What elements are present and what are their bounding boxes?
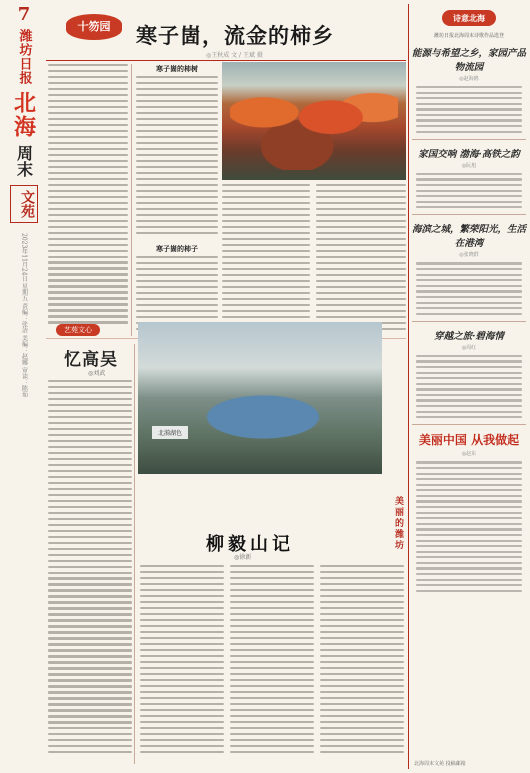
- poem4-title: 穿越之旅·碧海情: [434, 330, 504, 342]
- poem1-title: 能源与希望之乡，家园产品物流园: [412, 48, 527, 73]
- subhead-fruit: 寒子崮的柿子: [156, 244, 198, 253]
- main-headline: 寒子崮，流金的柿乡: [136, 23, 334, 48]
- poem2-body: [416, 173, 522, 209]
- article-body-col1: [48, 64, 128, 336]
- banner-divider: [46, 60, 406, 61]
- lake-photo: [138, 322, 382, 474]
- poetry-column: [412, 4, 526, 769]
- page-footer: 北海周末文苑 投稿邮箱: [414, 761, 466, 767]
- article-body-col4: [316, 184, 406, 336]
- poetry-tag: 诗意北海: [442, 10, 496, 26]
- top-banner: [46, 0, 404, 60]
- left-masthead-rail: [4, 4, 44, 769]
- issue-meta: 2023年11月24日 星期五 责编：张洁 美编：赵娜 审读：陈茹: [20, 233, 28, 398]
- poem2-author: ◎阮旭: [461, 162, 477, 169]
- reflect-author: ◎刘武: [88, 370, 106, 377]
- col-divider-2: [134, 344, 135, 764]
- liuyi-body-col3: [320, 565, 404, 763]
- persimmon-photo: [222, 62, 406, 180]
- poem4-body: [416, 355, 522, 419]
- poem5-author: ◎赵东: [461, 451, 477, 458]
- persimmon-trees: [230, 74, 398, 170]
- paper-name: 潍坊日报: [16, 29, 32, 85]
- poetry-header: [412, 4, 526, 30]
- page-number: 7: [17, 4, 31, 25]
- poem-divider: [412, 139, 526, 140]
- liuyi-body-col1: [140, 565, 224, 763]
- right-col-divider: [408, 4, 409, 769]
- poem5-title: 美丽中国 从我做起: [418, 433, 520, 448]
- poem3-body: [416, 262, 522, 314]
- poem2-title: 家国交响 渤海·高铁之韵: [418, 148, 520, 160]
- reflect-body-col1: [48, 380, 132, 762]
- vertical-heading: 美丽的潍坊: [393, 496, 403, 551]
- poem5-body: [416, 461, 522, 591]
- poem3-author: ◎张晓群: [459, 252, 479, 259]
- edition-title: 北海: [10, 91, 37, 139]
- reflect-title: 忆高吴: [64, 350, 118, 370]
- poem4-author: ◎周红: [461, 344, 477, 351]
- poem3-title: 海滨之城，繁荣阳光，生活在港湾: [412, 224, 527, 250]
- section-badge: 文苑: [10, 185, 38, 223]
- poem1-body: [416, 86, 522, 133]
- lake-caption: 北漪湖色: [152, 426, 188, 439]
- main-byline: ◎王秋成 文 / 王斌 摄: [206, 52, 263, 59]
- edition-week: 周末: [14, 145, 34, 177]
- col-divider-1: [131, 64, 132, 336]
- poem-divider: [412, 424, 526, 425]
- poetry-subtitle: 潍坊日报北海周末诗歌作品选登: [433, 33, 504, 39]
- reflect-section-tag: 艺苑文心: [56, 324, 100, 336]
- column-tag: 十笏园: [66, 14, 122, 40]
- poem-divider: [412, 321, 526, 322]
- liuyi-author: ◎徐新: [234, 554, 252, 561]
- article-body-col3: [222, 184, 310, 336]
- liuyi-title: 柳毅山记: [206, 534, 294, 555]
- lake-water: [198, 392, 328, 442]
- subhead-trees: 寒子崮的柿树: [156, 64, 198, 73]
- poem-divider: [412, 214, 526, 215]
- poem1-author: ◎赵海鸥: [459, 76, 479, 82]
- liuyi-body-col2: [230, 565, 314, 763]
- article-body-col2a: [136, 76, 218, 241]
